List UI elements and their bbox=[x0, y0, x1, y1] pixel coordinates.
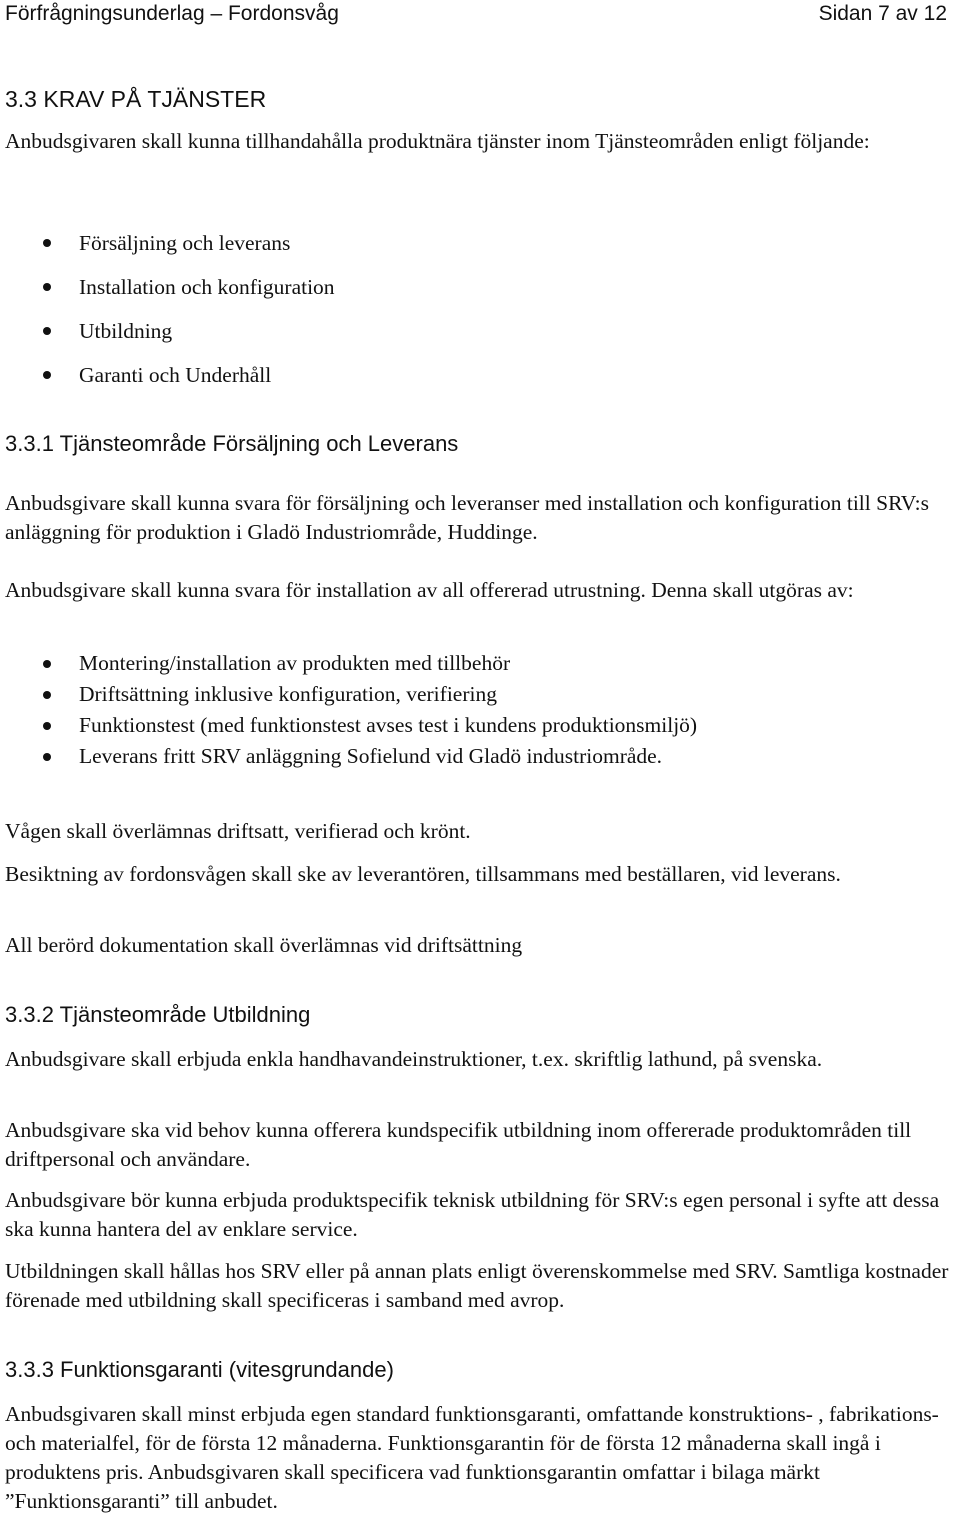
paragraph: Utbildningen skall hållas hos SRV eller på annan plats enligt överenskommelse med SRV. Samtliga kostnader förenade med utbildning skall specificeras i samband med avrop. bbox=[5, 1259, 949, 1312]
paragraph: Anbudsgivaren skall minst erbjuda egen standard funktionsgaranti, omfattande konstruktions- , fabrikations- och materialfel, för de första 12 månaderna. Funktionsgarantin för de första 12 månaderna skall ingå i produktens pris. Anbudsgivaren skall specificera vad funktionsgarantin omfattar i bilaga märkt ”Funktionsgaranti” till anbudet. bbox=[5, 1402, 939, 1513]
subsection-heading-3-3-2: 3.3.2 Tjänsteområde Utbildning bbox=[5, 1002, 311, 1027]
paragraph: Besiktning av fordonsvågen skall ske av leverantören, tillsammans med beställaren, vid leverans. bbox=[5, 862, 841, 886]
header-title: Förfrågningsunderlag – Fordonsvåg bbox=[5, 2, 339, 25]
paragraph: Anbudsgivare skall kunna svara för försäljning och leveranser med installation och konfiguration till SRV:s anläggning för produktion i Gladö Industriområde, Huddinge. bbox=[5, 491, 929, 544]
bullet-icon bbox=[43, 722, 51, 730]
bullet-icon bbox=[43, 327, 51, 335]
paragraph: Vågen skall överlämnas driftsatt, verifierad och krönt. bbox=[5, 819, 471, 843]
paragraph: Anbudsgivare ska vid behov kunna offerera kundspecifik utbildning inom offererade produktområden till driftpersonal och användare. bbox=[5, 1118, 912, 1171]
bullet-icon bbox=[43, 239, 51, 247]
paragraph: Anbudsgivare bör kunna erbjuda produktspecifik teknisk utbildning för SRV:s egen personal i syfte att dessa ska kunna hantera del av enklare service. bbox=[5, 1188, 940, 1241]
paragraph: All berörd dokumentation skall överlämnas vid driftsättning bbox=[5, 933, 523, 957]
list-item: Utbildning bbox=[0, 309, 335, 353]
subsection-heading-3-3-1: 3.3.1 Tjänsteområde Försäljning och Leverans bbox=[5, 431, 459, 456]
section-heading: 3.3 KRAV PÅ TJÄNSTER bbox=[5, 86, 267, 112]
service-area-list bbox=[0, 221, 335, 397]
list-item: Funktionstest (med funktionstest avses test i kundens produktionsmiljö) bbox=[0, 710, 697, 741]
bullet-icon bbox=[43, 753, 51, 761]
section-intro: Anbudsgivaren skall kunna tillhandahålla produktnära tjänster inom Tjänsteområden enligt följande: bbox=[5, 129, 870, 153]
list-item: Leverans fritt SRV anläggning Sofielund vid Gladö industriområde. bbox=[0, 741, 697, 772]
subsection-heading-3-3-3: 3.3.3 Funktionsgaranti (vitesgrundande) bbox=[5, 1357, 394, 1382]
bullet-icon bbox=[43, 283, 51, 291]
bullet-icon bbox=[43, 371, 51, 379]
list-item: Garanti och Underhåll bbox=[0, 353, 335, 397]
bullet-icon bbox=[43, 660, 51, 668]
list-item: Montering/installation av produkten med tillbehör bbox=[0, 648, 697, 679]
paragraph: Anbudsgivare skall kunna svara för installation av all offererad utrustning. Denna skall utgöras av: bbox=[5, 578, 854, 602]
bullet-icon bbox=[43, 691, 51, 699]
list-item: Driftsättning inklusive konfiguration, verifiering bbox=[0, 679, 697, 710]
page-number: Sidan 7 av 12 bbox=[818, 2, 947, 25]
list-item: Försäljning och leverans bbox=[0, 221, 335, 265]
paragraph: Anbudsgivare skall erbjuda enkla handhavandeinstruktioner, t.ex. skriftlig lathund, på svenska. bbox=[5, 1047, 823, 1071]
list-item: Installation och konfiguration bbox=[0, 265, 335, 309]
installation-list bbox=[0, 648, 697, 772]
